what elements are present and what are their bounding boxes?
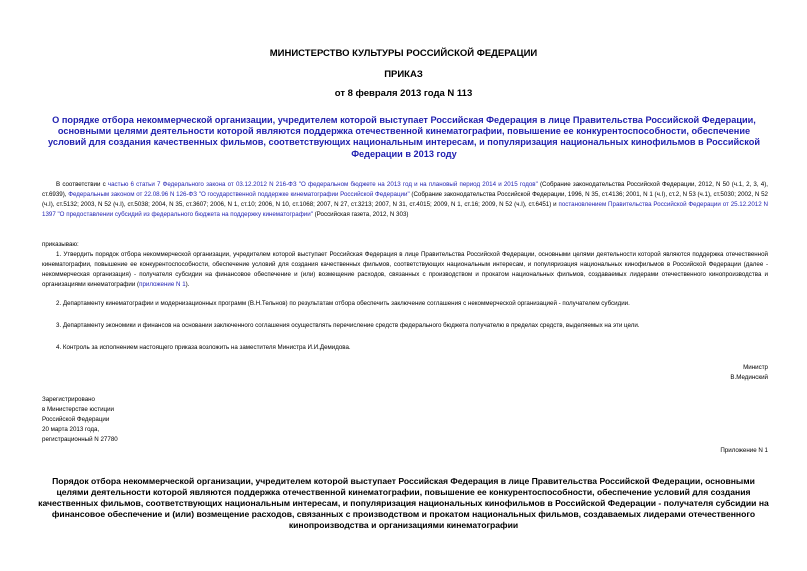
registration-line: в Министерстве юстиции: [42, 406, 115, 413]
signature-block: [730, 363, 768, 383]
doc-type-heading: ПРИКАЗ: [384, 69, 423, 80]
title-link[interactable]: порядке отбора некоммерческой организации, учредителем которой выступает Российская Федерация в лице Правительства Российской Федерации, основными целями деятельности которой являются поддержка отечественной кинематографии, повышение ее конкурентоспособности, обеспечение условий для создания качественных фильмов, соответствующих национальным интересам, и популяризация национальных кинофильмов в Российской Федерации в 2013 году: [47, 115, 761, 159]
date-number-heading: от 8 февраля 2013 года N 113: [334, 88, 473, 99]
ministry-heading: МИНИСТЕРСТВО КУЛЬТУРЫ РОССИЙСКОЙ ФЕДЕРАЦИИ: [269, 48, 538, 59]
order-item-1: [42, 250, 768, 290]
preamble-text-3: (Собрание законодательства Российской Федерации, 1996, N 35, ст.4136; 2001, N 1 (ч.I), ст.2, N 53 (ч.1), ст.5030; 2002, N 52 (ч.I), ст.5132; 2003, N 52 (ч.I), ст.5038; 2004, N 35, ст.3607; 2006, N 1, ст.10; 2006, N 10, ст.1068; 2007, N 27, ст.3213; 2007, N 31, ст.4015; 2009, N 1, ст.16; 2009, N 52 (ч.I), ст.6451) и: [42, 191, 768, 208]
item-1-end: ).: [185, 281, 190, 288]
appendix-1-link[interactable]: приложение N 1: [139, 281, 186, 288]
order-word: приказываю:: [42, 241, 79, 248]
registration-line: Российской Федерации: [42, 416, 110, 423]
order-item-2: 2. Департаменту кинематографии и модернизационных программ (В.Н.Тельнов) по результатам отбора обеспечить заключение соглашения с некоммерческой организацией - получателем субсидии.: [56, 300, 630, 307]
registration-line: Зарегистрировано: [42, 396, 95, 403]
cinema-law-link[interactable]: Федеральным законом от 22.08.96 N 126-ФЗ "О государственной поддержке кинематографии Российской Федерации": [68, 191, 410, 198]
signature-name: В.Мединский: [730, 374, 768, 381]
appendix-title: Порядок отбора некоммерческой организации, учредителем которой выступает Российская Федерация в лице Правительства Российской Федерации, основными целями деятельности которой являются поддержка отечественной кинематографии, повышение ее конкурентоспособности, обеспечение условий для создания качественных фильмов, соответствующих национальным интересам, и популяризация национальных кинофильмов в Российской Федерации - получателя субсидии на финансовое обеспечение и (или) возмещение расходов, связанных с производством и прокатом национальных фильмов, создаваемых лидерами отечественного кинопроизводства и организациями кинематографии: [38, 476, 769, 530]
registration-line: регистрационный N 27780: [42, 436, 118, 443]
government-decree-link[interactable]: постановлением Правительства Российской Федерации от 25.12.2012 N 1397 "О предоставлении субсидий из федерального бюджета на поддержку кинематографии": [42, 201, 768, 218]
registration-line: 20 марта 2013 года,: [42, 426, 100, 433]
title-prefix: О: [52, 115, 62, 125]
appendix-label: Приложение N 1: [720, 447, 768, 454]
budget-law-link[interactable]: частью 6 статьи 7 Федерального закона от 03.12.2012 N 216-ФЗ "О федеральном бюджете на 2013 год и на плановый период 2014 и 2015 годов": [107, 181, 538, 188]
preamble-paragraph: [42, 180, 768, 220]
item-1-text: 1. Утвердить порядок отбора некоммерческой организации, учредителем которой выступает Российская Федерация в лице Правительства Российской Федерации, основными целями деятельности которой являются поддержка отечественной кинематографии, повышение ее конкурентоспособности, обеспечение условий для создания качественных фильмов, соответствующих национальным интересам, и популяризация национальных кинофильмов в Российской Федерации (далее - некоммерческая организация) - получателя субсидии на финансовое обеспечение и (или) возмещение расходов, связанных с производством и прокатом национальных фильмов, создаваемых лидерами отечественного кинопроизводства и организациями кинематографии (: [42, 251, 768, 288]
preamble-text-2: (Собрание законодательства Российской Федерации, 2012, N 50 (ч.1, 2, 3, 4), ст.6939),: [42, 181, 769, 198]
document-title: [42, 115, 766, 160]
preamble-text-1: В соответствии с: [56, 181, 108, 188]
preamble-text-4: (Российская газета, 2012, N 303): [312, 211, 409, 218]
order-item-3: 3. Департаменту экономики и финансов на основании заключенного соглашения осуществлять перечисление средств федерального бюджета получателю в пределах средств, выделяемых на эти цели.: [56, 322, 640, 329]
signature-position: Министр: [743, 364, 768, 371]
order-item-4: 4. Контроль за исполнением настоящего приказа возложить на заместителя Министра И.И.Демидова.: [56, 344, 351, 351]
registration-block: [42, 395, 118, 445]
